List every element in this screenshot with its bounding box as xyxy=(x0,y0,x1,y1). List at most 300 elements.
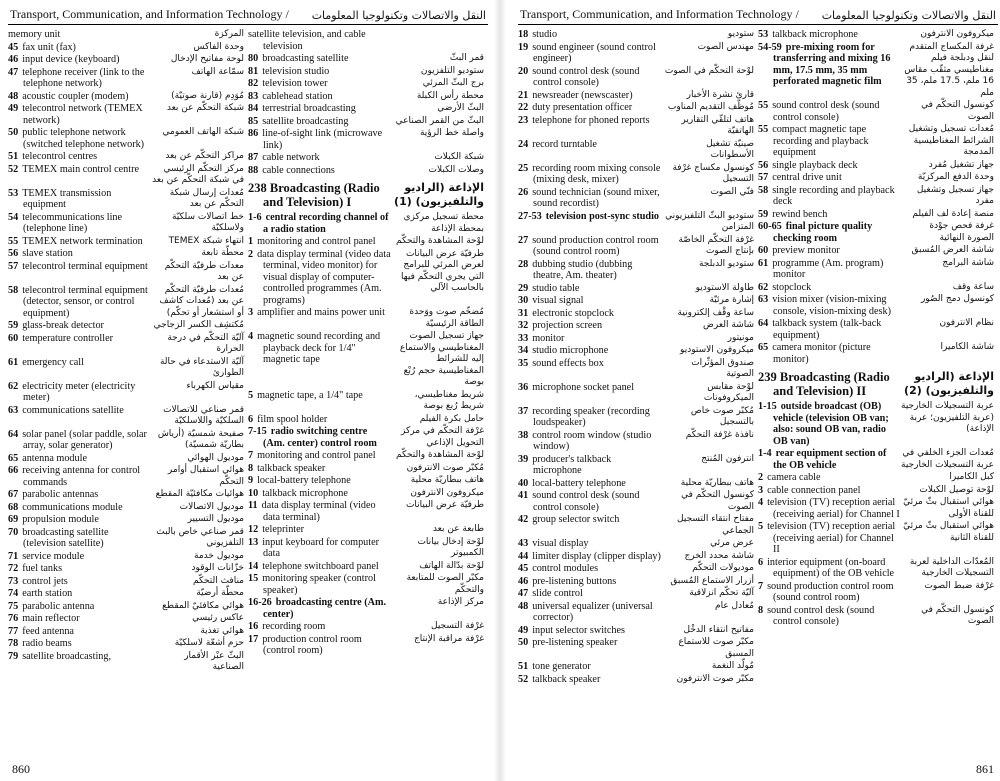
entry-term: TEMEX main control centre xyxy=(22,163,140,175)
entry-arabic: المركّزة xyxy=(214,29,244,39)
entry-english xyxy=(518,490,661,513)
entry-english xyxy=(518,382,661,405)
glossary-entry xyxy=(8,453,244,465)
entry-arabic: جهاز تسجيل الصوت المغناطيسي والاستماع إليه للشرائط المغناطيسية حجم رُبْع بوصة xyxy=(399,331,484,387)
glossary-entry xyxy=(8,357,244,380)
glossary-entry xyxy=(248,236,484,248)
entry-number: 6 xyxy=(758,556,764,568)
entry-english xyxy=(758,124,901,159)
entry-term: main reflector xyxy=(22,613,80,624)
entry-number: 35 xyxy=(518,357,529,369)
glossary-entry xyxy=(248,537,484,560)
glossary-entry xyxy=(8,236,244,248)
entry-number: 53 xyxy=(8,187,19,199)
glossary-entry xyxy=(758,401,994,447)
entry-term: vision mixer (vision-mixing console, vision-mixing desk) xyxy=(772,294,891,317)
entry-number: 84 xyxy=(248,103,259,114)
glossary-entry xyxy=(518,259,754,282)
left-page xyxy=(8,0,488,781)
entry-arabic: لوْحة بدّالة الهاتف xyxy=(419,560,484,571)
entry-number: 66 xyxy=(8,465,19,476)
entry-english xyxy=(518,406,661,429)
entry-term: television tower xyxy=(262,78,328,89)
entry-term: duty presentation officer xyxy=(532,102,633,113)
glossary-entry xyxy=(758,282,994,294)
glossary-entry xyxy=(248,29,484,52)
glossary-entry xyxy=(248,390,484,413)
entry-number: 34 xyxy=(518,345,529,356)
entry-english xyxy=(518,259,661,282)
entry-english xyxy=(758,370,901,398)
entry-arabic: شاشة محدد الخرج xyxy=(684,550,754,561)
entry-term: production control room (control room) xyxy=(262,633,362,656)
entry-english xyxy=(248,66,391,78)
entry-number: 81 xyxy=(248,65,259,77)
entry-english xyxy=(8,164,151,187)
glossary-entry xyxy=(518,163,754,186)
entry-number: 28 xyxy=(518,258,529,270)
entry-arabic: مُكبّر صوت خاص بالتسجيل xyxy=(690,405,754,427)
glossary-entry xyxy=(518,661,754,673)
glossary-entry xyxy=(248,66,484,78)
entry-english xyxy=(758,581,901,604)
glossary-entry xyxy=(758,497,994,520)
entry-english xyxy=(518,454,661,477)
glossary-entry xyxy=(518,576,754,588)
glossary-entry xyxy=(8,626,244,638)
entry-term: central recording channel of a radio station xyxy=(263,212,389,235)
right-columns xyxy=(518,25,998,761)
entry-arabic: موديول الاتصالات xyxy=(179,501,244,512)
entry-english xyxy=(518,637,661,660)
entry-english xyxy=(518,601,661,624)
entry-term: camera monitor (picture monitor) xyxy=(772,342,871,365)
entry-arabic: انتهاء شبكة TEMEX xyxy=(168,235,244,246)
entry-number: 16 xyxy=(248,621,259,632)
entry-arabic: عاكس رئيسي xyxy=(192,613,244,623)
glossary-entry xyxy=(758,294,994,317)
glossary-entry xyxy=(8,248,244,260)
entry-english xyxy=(248,475,391,487)
entry-arabic: موديول التسيير xyxy=(187,514,244,524)
entry-number: 77 xyxy=(8,625,19,637)
entry-number: 14 xyxy=(248,560,259,572)
entry-arabic: كبل الكاميرا xyxy=(949,472,994,482)
glossary-entry xyxy=(518,430,754,453)
entry-number: 11 xyxy=(248,500,258,511)
entry-arabic: مُكتشِف الكسر الزجاجي xyxy=(153,320,244,330)
glossary-entry xyxy=(248,249,484,307)
entry-term: TEMEX transmission equipment xyxy=(22,187,112,210)
entry-english xyxy=(248,537,391,560)
entry-number: 45 xyxy=(8,41,19,53)
glossary-entry xyxy=(518,406,754,429)
entry-english xyxy=(248,307,391,330)
glossary-entry xyxy=(248,152,484,164)
glossary-entry xyxy=(8,651,244,674)
entry-term: monitor xyxy=(532,332,565,344)
entry-english xyxy=(758,294,901,317)
entry-english xyxy=(518,187,661,210)
entry-term: sound control desk (sound control console) xyxy=(772,100,880,123)
entry-english xyxy=(758,172,901,184)
entry-number: 70 xyxy=(8,526,19,538)
glossary-entry xyxy=(8,489,244,501)
entry-number: 54 xyxy=(8,211,19,223)
glossary-entry xyxy=(248,103,484,115)
glossary-entry xyxy=(758,100,994,123)
entry-arabic: موديولات التحكّم xyxy=(692,563,754,573)
glossary-entry xyxy=(248,426,484,449)
entry-number: 79 xyxy=(8,650,19,662)
entry-arabic: المُعدّات الداخلية لعربة التسجيلات الخارجية xyxy=(909,556,994,578)
entry-term: local-battery telephone xyxy=(257,475,351,486)
entry-english xyxy=(758,557,901,580)
glossary-entry xyxy=(518,514,754,537)
entry-term: sound control desk (sound control console) xyxy=(532,65,640,88)
entry-number: 33 xyxy=(518,332,529,344)
entry-arabic: عربة التسجيلات الخارجية (عربة التلفيزيون؛ عربة الإذاعة) xyxy=(901,401,994,434)
entry-arabic: شاشة الكاميرا xyxy=(940,342,994,352)
entry-number: 1-4 xyxy=(758,448,772,459)
entry-number: 85 xyxy=(248,115,259,127)
entry-term: record turntable xyxy=(532,138,597,150)
entry-arabic: كونسول مكساج غرْفة التسجيل xyxy=(672,162,754,184)
entry-arabic: ميكروفون الاستوديو xyxy=(680,345,754,355)
glossary-entry xyxy=(518,478,754,490)
entry-english xyxy=(8,588,151,600)
entry-english xyxy=(518,102,661,114)
entry-term: input selector switches xyxy=(532,624,625,636)
entry-arabic: إشارة مرئيّة xyxy=(709,295,754,305)
glossary-entry xyxy=(518,551,754,563)
entry-number: 18 xyxy=(518,29,529,40)
entry-term: visual display xyxy=(532,538,589,549)
entry-term: talkback system (talk-back equipment) xyxy=(772,318,882,341)
entry-term: broadcasting satellite (television satellite) xyxy=(22,526,109,549)
entry-arabic: لوْحة المشاهدة والتحكّم xyxy=(396,236,484,246)
entry-number: 65 xyxy=(8,452,19,464)
entry-term: satellite broadcasting, xyxy=(22,650,112,662)
glossary-entry xyxy=(8,164,244,187)
glossary-entry xyxy=(248,331,484,389)
entry-number: 24 xyxy=(518,138,529,150)
entry-arabic: مكبّر الصوت للمتابعة والتحكّم xyxy=(406,573,484,595)
entry-term: communications satellite xyxy=(22,404,124,416)
entry-term: telephone switchboard panel xyxy=(262,560,379,572)
entry-arabic: ساعة وقْف إلكترونية xyxy=(677,307,754,318)
entry-term: programme (Am. program) monitor xyxy=(772,257,884,280)
entry-number: 64 xyxy=(758,318,769,329)
glossary-entry xyxy=(8,638,244,650)
glossary-entry xyxy=(248,128,484,151)
entry-arabic: خط اتصالات سلكيّة ولاسلكيّة xyxy=(171,211,244,233)
entry-arabic: مُعدات طرفيّة التحكّم عن بعد (مُعدات كاشف أو استشعار أو تحكّم) xyxy=(159,284,244,318)
right-page xyxy=(518,0,998,781)
entry-english xyxy=(248,414,391,426)
entry-english xyxy=(8,285,151,320)
entry-number: 5 xyxy=(758,521,764,532)
entry-term: telephone receiver (link to the telephone network) xyxy=(22,66,145,89)
entry-english xyxy=(758,472,901,484)
entry-term: studio xyxy=(532,29,558,40)
entry-english xyxy=(8,333,151,356)
entry-number: 48 xyxy=(8,90,19,102)
entry-arabic: مفتاح انتقاء التسجيل الجماعي xyxy=(677,514,754,536)
entry-english xyxy=(518,308,661,320)
entry-arabic: هاتف ببطاريّة محلية xyxy=(410,475,484,485)
glossary-entry xyxy=(8,551,244,563)
entry-arabic: صينيّة تشغيل الأسطوانات xyxy=(706,138,754,160)
entry-english xyxy=(8,42,151,54)
entry-number: 40 xyxy=(518,477,529,489)
entry-arabic: شبكة الكبلات xyxy=(434,152,484,162)
entry-arabic: سمّاعة الهاتف xyxy=(191,66,244,77)
glossary-entry xyxy=(248,78,484,90)
glossary-entry xyxy=(518,90,754,102)
entry-arabic: ساعة وقف xyxy=(952,281,994,292)
entry-arabic: جهاز تشغيل مُفرد xyxy=(928,159,994,170)
glossary-entry xyxy=(518,538,754,550)
entry-arabic: البثّ عبْر الأقمار الصناعية xyxy=(184,650,244,672)
entry-english xyxy=(248,426,391,449)
entry-arabic: واصلة خط الرؤية xyxy=(419,128,484,138)
entry-number: 50 xyxy=(518,637,529,648)
entry-term: stopclock xyxy=(772,281,812,293)
glossary-entry xyxy=(248,463,484,475)
entry-english xyxy=(758,485,901,497)
entry-number: 1-6 xyxy=(248,212,262,223)
entry-number: 57 xyxy=(8,260,19,272)
entry-arabic: البثّ من القمر الصناعي xyxy=(395,115,484,126)
entry-english xyxy=(518,563,661,575)
entry-term: input keyboard for computer data xyxy=(262,536,380,559)
entry-term: data display terminal (video data terminal, video monitor) for visual display of computer-controlled programmes (Am. programs) xyxy=(257,248,391,306)
entry-english xyxy=(518,514,661,537)
entry-arabic: مركز الإذاعة xyxy=(437,597,484,607)
entry-arabic: مراكز التحكّم عن بعد xyxy=(165,151,244,161)
entry-arabic: ستوديو التلفزيون xyxy=(420,65,484,76)
entry-arabic: كونسول التحكّم في الصوت xyxy=(921,604,994,626)
glossary-entry xyxy=(8,601,244,613)
entry-term: projection screen xyxy=(532,320,603,331)
entry-arabic: صندوق المؤثّرات الصوتية xyxy=(691,357,754,379)
glossary-entry xyxy=(758,448,994,471)
entry-arabic: شاشة العرض xyxy=(703,320,754,330)
entry-arabic: أزرار الاستماع المُسبق xyxy=(670,575,754,586)
glossary-entry xyxy=(518,29,754,41)
entry-term: cable network xyxy=(262,152,320,163)
entry-term: cable connection panel xyxy=(767,484,861,496)
entry-term: terrestrial broadcasting xyxy=(262,103,356,114)
entry-number: 30 xyxy=(518,295,529,306)
entry-term: pre-listening buttons xyxy=(532,575,617,587)
entry-english xyxy=(758,29,901,41)
entry-term: communications module xyxy=(22,501,123,513)
entry-english xyxy=(758,497,901,520)
entry-english xyxy=(248,390,391,413)
entry-arabic: نظام الانترفون xyxy=(939,318,994,328)
entry-number: 55 xyxy=(758,100,769,111)
entry-arabic: فنّي الصوت xyxy=(710,186,754,197)
entry-term: microphone socket panel xyxy=(532,381,635,393)
entry-english xyxy=(758,42,901,100)
right-running-header xyxy=(518,0,998,25)
entry-number: 15 xyxy=(248,573,259,584)
entry-english xyxy=(8,626,151,638)
glossary-entry xyxy=(248,500,484,523)
entry-english xyxy=(758,209,901,221)
entry-english xyxy=(758,185,901,208)
entry-english xyxy=(8,248,151,260)
entry-number: 60-65 xyxy=(758,221,782,232)
glossary-entry xyxy=(518,563,754,575)
entry-arabic: غرْفة مراقبة الإنتاج xyxy=(413,633,484,644)
entry-number: 65 xyxy=(758,342,769,353)
entry-arabic: مُعدات تسجيل وتشغيل الشرائط المغناطيسية المدمجة xyxy=(908,124,994,157)
glossary-entry xyxy=(518,66,754,89)
entry-number: 63 xyxy=(758,294,769,305)
entry-number: 20 xyxy=(518,65,529,77)
entry-number: 59 xyxy=(8,320,19,331)
entry-term: preview monitor xyxy=(772,245,840,256)
entry-english xyxy=(518,430,661,453)
entry-arabic: ستوديو xyxy=(727,29,754,39)
entry-arabic: قمر صناعي خاص بالبث التلفزيوني xyxy=(156,526,244,548)
entry-term: tone generator xyxy=(532,661,591,672)
entry-english xyxy=(8,465,151,488)
entry-term: radio switching centre (Am. center) control room xyxy=(263,426,377,449)
entry-number: 1-15 xyxy=(758,401,777,412)
glossary-entry xyxy=(248,212,484,235)
entry-number: 60 xyxy=(8,332,19,344)
glossary-entry xyxy=(758,521,994,556)
glossary-entry xyxy=(518,358,754,381)
entry-arabic: نافذة غرْفة التحكّم xyxy=(685,429,754,440)
entry-number: 49 xyxy=(518,624,529,636)
entry-term: interior equipment (on-board equipment) of the OB vehicle xyxy=(767,556,895,579)
entry-number: 9 xyxy=(248,475,254,486)
entry-term: 239 Broadcasting (Radio and Television) II xyxy=(758,370,890,398)
glossary-entry xyxy=(8,514,244,526)
entry-term: control room window (studio window) xyxy=(532,429,652,452)
entry-number: 21 xyxy=(518,89,529,101)
glossary-entry xyxy=(248,573,484,596)
glossary-entry xyxy=(758,209,994,221)
entry-term: public telephone network (switched telephone network) xyxy=(22,127,145,150)
entry-number: 19 xyxy=(518,41,529,53)
entry-number: 53 xyxy=(758,29,769,40)
entry-arabic: مُضخّم صوت ووَحدة الطاقة الرئيسيّة xyxy=(409,307,484,329)
entry-arabic: شاشة العرض المُسبق xyxy=(911,245,994,255)
entry-english xyxy=(8,613,151,625)
entry-term: talkback speaker xyxy=(257,462,326,474)
entry-english xyxy=(518,66,661,89)
entry-english xyxy=(248,29,391,52)
glossary-entry xyxy=(8,576,244,588)
entry-term: electricity meter (electricity meter) xyxy=(22,380,136,403)
entry-term: telecontrol network (TEMEX network) xyxy=(22,103,143,126)
entry-number: 86 xyxy=(248,128,259,139)
glossary-entry xyxy=(758,245,994,257)
entry-term: central drive unit xyxy=(772,172,842,183)
entry-number: 45 xyxy=(518,563,529,574)
glossary-entry xyxy=(8,333,244,356)
glossary-entry xyxy=(758,160,994,172)
entry-number: 47 xyxy=(518,588,529,599)
entry-arabic: غرْفة التسجيل xyxy=(431,621,484,631)
entry-arabic: لوْحة توصيل الكبلات xyxy=(919,484,994,495)
entry-arabic: غرفة فحص جوْدة الصورة النهائية xyxy=(929,221,994,243)
entry-english xyxy=(758,521,901,556)
glossary-entry xyxy=(248,450,484,462)
entry-english xyxy=(248,573,391,596)
glossary-entry xyxy=(248,116,484,128)
entry-arabic: مونيتور xyxy=(727,332,754,343)
entry-number: 75 xyxy=(8,600,19,612)
entry-english xyxy=(8,601,151,613)
entry-term: radio beams xyxy=(22,638,72,649)
entry-number: 36 xyxy=(518,381,529,393)
glossary-entry xyxy=(758,342,994,365)
entry-term: monitoring speaker (control speaker) xyxy=(262,573,376,596)
entry-english xyxy=(8,54,151,66)
entry-number: 1 xyxy=(248,236,254,247)
entry-arabic: لوحة مفاتيح الإدخال xyxy=(170,54,244,64)
entry-arabic: هوائي استقبال بثّ مرئيّ للقناة الثانية xyxy=(903,521,994,543)
glossary-entry xyxy=(248,634,484,657)
entry-arabic: برج البثّ المرئي xyxy=(422,78,484,88)
entry-term: visual signal xyxy=(532,295,584,306)
glossary-entry xyxy=(8,465,244,488)
entry-english xyxy=(518,211,661,234)
entry-english xyxy=(518,295,661,307)
entry-english xyxy=(758,245,901,257)
entry-english xyxy=(518,235,661,258)
entry-arabic: لوْحة مقابس الميكروفونات xyxy=(703,381,754,403)
entry-english xyxy=(8,320,151,332)
entry-term: emergency call xyxy=(22,356,84,368)
entry-arabic: انترفون المُنتج xyxy=(701,453,754,464)
entry-arabic: قمر البثّ xyxy=(449,53,484,63)
glossary-entry xyxy=(758,185,994,208)
glossary-entry xyxy=(518,454,754,477)
entry-number: 43 xyxy=(518,538,529,549)
entry-term: receiving antenna for control commands xyxy=(22,465,141,488)
entry-number: 4 xyxy=(758,497,764,508)
book-gutter xyxy=(494,0,506,781)
entry-term: propulsion module xyxy=(22,514,99,525)
entry-number: 52 xyxy=(518,673,529,685)
entry-arabic: ستوديو البثّ التلفيزيوني المتزامن xyxy=(665,210,754,232)
entry-number: 2 xyxy=(248,248,254,260)
entry-term: universal equalizer (universal corrector) xyxy=(532,600,653,623)
entry-arabic: مفاتيح انتقاء الدخْل xyxy=(683,624,754,635)
entry-arabic: محطّة أرضيّة xyxy=(196,588,244,598)
entry-arabic: قارئ نشرة الأخبار xyxy=(686,89,754,100)
entry-term: telecontrol terminal equipment xyxy=(22,260,148,272)
entry-english xyxy=(248,634,391,657)
entry-number: 83 xyxy=(248,90,259,102)
entry-english xyxy=(8,651,151,674)
entry-english xyxy=(8,551,151,563)
entry-arabic: هوائيات مكافئيّة المقطع xyxy=(155,489,244,499)
entry-english xyxy=(518,333,661,345)
entry-arabic: غرْفة التحكّم في مركز التحويل الإذاعي xyxy=(401,426,484,448)
entry-english xyxy=(758,448,901,471)
entry-english xyxy=(8,357,151,380)
entry-term: single playback deck xyxy=(772,159,858,171)
